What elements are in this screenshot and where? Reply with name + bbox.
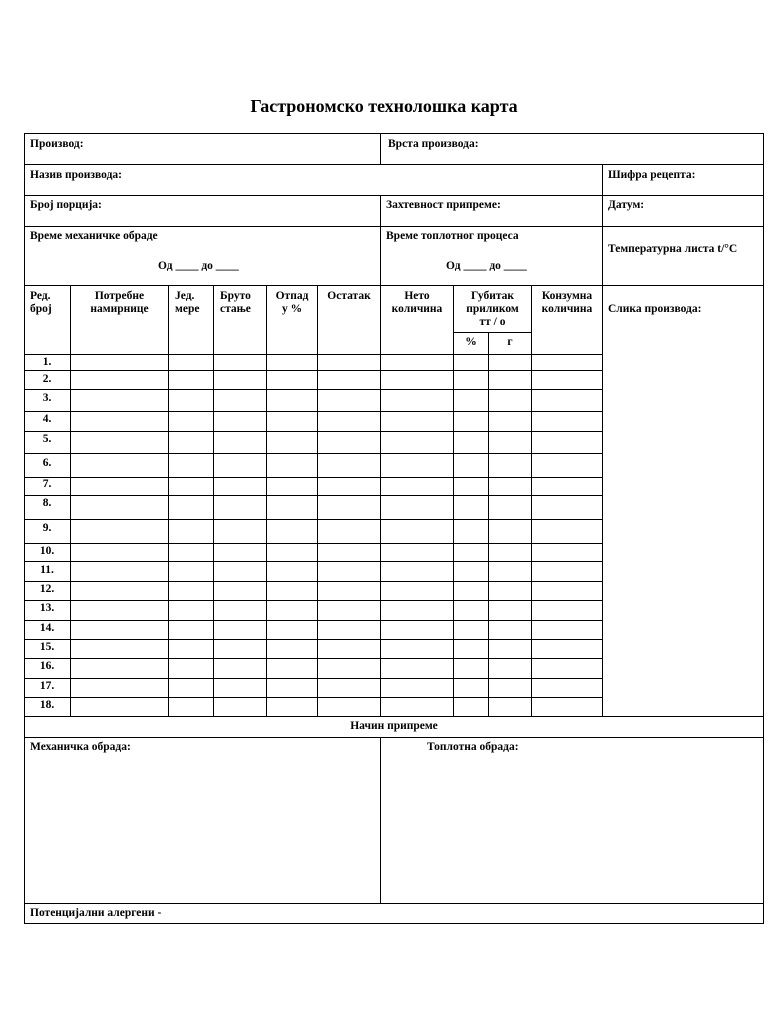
col-loss-grams: г	[507, 336, 513, 348]
row-number: 7.	[42, 478, 52, 490]
row-number: 14.	[39, 622, 55, 634]
col-loss-percent: %	[465, 336, 477, 348]
row-number: 9.	[42, 522, 52, 534]
row-number: 10.	[39, 545, 55, 557]
thermal-time-label: Време топлотног процеса	[386, 230, 519, 242]
col-loss: Губитак приликом тт / о	[466, 290, 519, 328]
date-label: Датум:	[608, 199, 645, 211]
product-name-label: Назив производа:	[30, 169, 122, 181]
page-title: Гастрономско технолошка карта	[250, 96, 518, 116]
prep-method-title: Начин припреме	[350, 720, 438, 732]
border-bottom	[24, 923, 764, 924]
row-number: 11.	[40, 564, 54, 576]
col-waste: Отпад у %	[275, 290, 309, 315]
row-number: 5.	[42, 433, 52, 445]
product-photo-label: Слика производа:	[608, 303, 702, 315]
col-net: Нето количина	[391, 290, 443, 315]
technology-card-form	[24, 133, 764, 924]
mech-time-label: Време механичке обраде	[30, 230, 158, 242]
row-number: 2.	[42, 373, 52, 385]
row-number: 4.	[42, 413, 52, 425]
col-remainder: Остатак	[327, 290, 371, 302]
border-right	[763, 133, 764, 924]
row-number: 18.	[39, 699, 55, 711]
row-number: 8.	[42, 497, 52, 509]
portions-label: Број порција:	[30, 199, 102, 211]
row-number: 12.	[39, 583, 55, 595]
mech-range-label: Од ____ до ____	[158, 260, 239, 272]
thermal-range-label: Од ____ до ____	[446, 260, 527, 272]
row-number: 3.	[42, 392, 52, 404]
recipe-code-label: Шифра рецепта:	[608, 169, 696, 181]
border-top	[24, 133, 764, 134]
col-consumable: Конзумна количина	[541, 290, 593, 315]
row-number: 15.	[39, 641, 55, 653]
prep-complexity-label: Захтевност припреме:	[386, 199, 501, 211]
col-unit: Јед. мере	[175, 290, 200, 315]
row-number: 16.	[39, 660, 55, 672]
product-label: Производ:	[30, 138, 84, 150]
row-number: 1.	[42, 356, 52, 368]
row-number: 13.	[39, 602, 55, 614]
row-number: 17.	[39, 680, 55, 692]
product-type-label: Врста производа:	[388, 138, 479, 150]
mechanical-processing-label: Механичка обрада:	[30, 741, 131, 753]
temp-list-label: Температурна листа t/°C	[608, 243, 738, 255]
col-gross: Бруто стање	[220, 290, 251, 315]
row-number: 6.	[42, 457, 52, 469]
col-no: Ред. број	[30, 290, 52, 315]
thermal-processing-label: Топлотна обрада:	[427, 741, 519, 753]
col-ingredients: Потребне намирнице	[90, 290, 149, 315]
allergens-label: Потенцијални алергени -	[30, 907, 162, 919]
